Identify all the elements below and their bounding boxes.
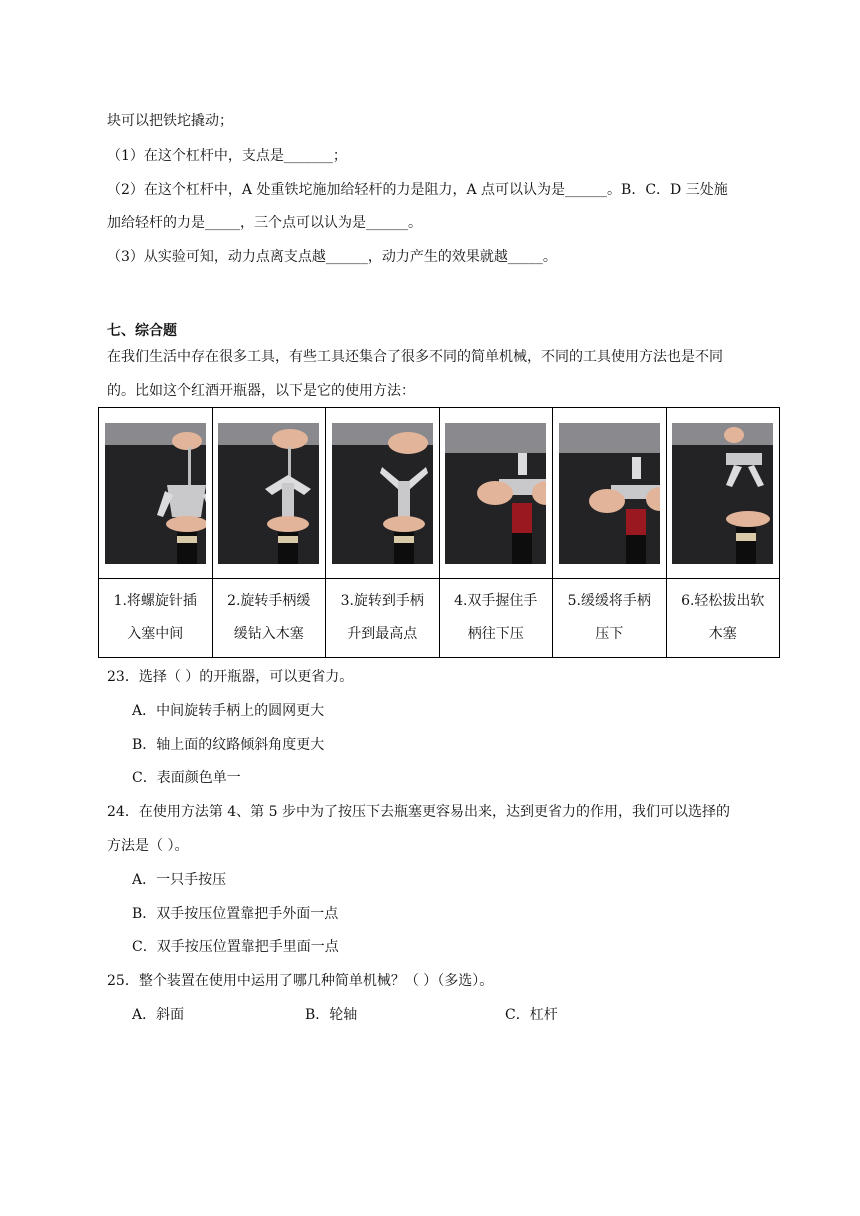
step2-photo <box>218 423 319 564</box>
section-intro-1: 在我们生活中存在很多工具，有些工具还集合了很多不同的简单机械，不同的工具使用方法也是不同 <box>107 349 723 365</box>
step-6-caption: 6.轻松拔出软 木塞 <box>666 579 780 658</box>
question-sub-2-cont: 加给轻杆的力是_____，三个点可以认为是______。 <box>107 215 422 231</box>
step1-photo <box>105 423 206 564</box>
step-3-image-cell <box>326 408 440 579</box>
step6-photo <box>672 423 773 564</box>
step-3-caption: 3.旋转到手柄 升到最高点 <box>326 579 440 658</box>
q23-option-a[interactable]: A．中间旋转手柄上的圆网更大 <box>132 703 325 719</box>
q23-option-b[interactable]: B．轴上面的纹路倾斜角度更大 <box>132 737 325 753</box>
steps-table <box>98 407 780 658</box>
step3-photo <box>332 423 433 564</box>
q25-option-a[interactable]: A．斜面 <box>132 1007 185 1023</box>
step-5-caption: 5.缓缓将手柄 压下 <box>553 579 667 658</box>
q23-stem: 23．选择（ ）的开瓶器，可以更省力。 <box>107 669 354 685</box>
step-4-image-cell <box>439 408 553 579</box>
step-1-caption: 1.将螺旋针插 入塞中间 <box>99 579 213 658</box>
question-sub-2: （2）在这个杠杆中，A 处重铁坨施加给轻杆的力是阻力，A 点可以认为是______。B．C．D 三处施 <box>107 182 728 198</box>
intro-line: 块可以把铁坨撬动； <box>107 113 233 129</box>
q24-option-a[interactable]: A．一只手按压 <box>132 872 227 888</box>
step-6-image-cell <box>666 408 780 579</box>
step-2-image-cell <box>212 408 326 579</box>
q25-stem: 25．整个装置在使用中运用了哪几种简单机械？（ ）（多选）。 <box>107 973 494 989</box>
q24-option-b[interactable]: B．双手按压位置靠把手外面一点 <box>132 906 339 922</box>
q23-option-c[interactable]: C．表面颜色单一 <box>132 770 241 786</box>
q24-stem: 24．在使用方法第 4、第 5 步中为了按压下去瓶塞更容易出来，达到更省力的作用，我们可以选择的 <box>107 804 730 820</box>
section-intro-2: 的。比如这个红酒开瓶器，以下是它的使用方法： <box>107 383 415 399</box>
q25-option-b[interactable]: B．轮轴 <box>305 1007 358 1023</box>
section-title: 七、综合题 <box>107 323 177 339</box>
q25-option-c[interactable]: C．杠杆 <box>505 1007 558 1023</box>
q24-stem-cont: 方法是（ ）。 <box>107 838 189 854</box>
step-2-caption: 2.旋转手柄缓 缓钻入木塞 <box>212 579 326 658</box>
question-sub-1: （1）在这个杠杆中，支点是_______； <box>107 148 347 164</box>
step-5-image-cell <box>553 408 667 579</box>
step-4-caption: 4.双手握住手 柄往下压 <box>439 579 553 658</box>
question-sub-3: （3）从实验可知，动力点离支点越______，动力产生的效果就越_____。 <box>107 249 557 265</box>
step-1-image-cell <box>99 408 213 579</box>
step5-photo <box>559 423 660 564</box>
q24-option-c[interactable]: C．双手按压位置靠把手里面一点 <box>132 939 339 955</box>
step4-photo <box>445 423 546 564</box>
